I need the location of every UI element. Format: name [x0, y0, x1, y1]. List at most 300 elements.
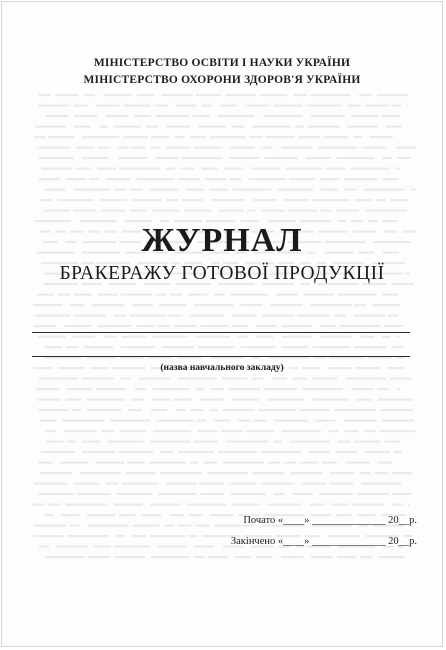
- bleed-through-stroke: [45, 556, 85, 558]
- bleed-through-stroke: [34, 136, 45, 138]
- bleed-through-stroke: [204, 462, 217, 464]
- bleed-through-stroke: [134, 115, 151, 117]
- bleed-through-stroke: [256, 325, 276, 327]
- bleed-through-stroke: [232, 315, 256, 317]
- bleed-through-stroke: [82, 378, 114, 380]
- bleed-through-stroke: [166, 147, 189, 149]
- bleed-through-stroke: [66, 346, 79, 348]
- bleed-through-stroke: [194, 546, 214, 548]
- bleed-through-stroke: [293, 94, 307, 96]
- bleed-through-stroke: [392, 493, 411, 495]
- bleed-through-stroke: [344, 420, 377, 422]
- bleed-through-stroke: [63, 430, 96, 432]
- institution-name-caption: (назва навчального закладу): [160, 363, 284, 373]
- bleed-through-stroke: [130, 315, 165, 317]
- bleed-through-stroke: [329, 430, 339, 432]
- bleed-through-stroke: [408, 504, 410, 506]
- bleed-through-stroke: [195, 336, 230, 338]
- bleed-through-stroke: [351, 168, 389, 170]
- bleed-through-stroke: [310, 504, 324, 506]
- bleed-through-stroke: [72, 336, 95, 338]
- bleed-through-stroke: [273, 105, 302, 107]
- bleed-through-stroke: [83, 136, 120, 138]
- journal-title: ЖУРНАЛ: [141, 222, 303, 259]
- bleed-through-stroke: [189, 535, 198, 537]
- bleed-through-stroke: [215, 420, 231, 422]
- bleed-through-stroke: [272, 378, 288, 380]
- bleed-through-stroke: [313, 399, 348, 401]
- bleed-through-stroke: [378, 556, 404, 558]
- bleed-through-stroke: [264, 388, 297, 390]
- bleed-through-stroke: [88, 556, 110, 558]
- bleed-through-stroke: [158, 325, 170, 327]
- bleed-through-stroke: [229, 483, 257, 485]
- bleed-through-stroke: [115, 189, 126, 191]
- bleed-through-stroke: [346, 378, 387, 380]
- bleed-through-stroke: [33, 504, 45, 506]
- bleed-through-stroke: [45, 441, 63, 443]
- bleed-through-stroke: [190, 136, 206, 138]
- institution-name-line-2: [32, 356, 410, 357]
- bleed-through-stroke: [359, 94, 371, 96]
- bleed-through-stroke: [311, 115, 344, 117]
- bleed-through-stroke: [182, 157, 223, 159]
- bleed-through-stroke: [119, 451, 153, 453]
- bleed-through-stroke: [199, 399, 223, 401]
- bleed-through-stroke: [281, 147, 312, 149]
- bleed-through-stroke: [229, 147, 255, 149]
- bleed-through-stroke: [344, 189, 357, 191]
- bleed-through-stroke: [36, 315, 71, 317]
- bleed-through-stroke: [194, 556, 204, 558]
- bleed-through-stroke: [256, 556, 273, 558]
- bleed-through-stroke: [142, 514, 161, 516]
- bleed-through-stroke: [232, 126, 244, 128]
- bleed-through-stroke: [39, 378, 78, 380]
- bleed-through-stroke: [105, 115, 128, 117]
- bleed-through-stroke: [281, 346, 308, 348]
- bleed-through-stroke: [73, 210, 97, 212]
- bleed-through-stroke: [311, 556, 333, 558]
- bleed-through-stroke: [94, 546, 111, 548]
- bleed-through-stroke: [205, 178, 226, 180]
- bleed-through-stroke: [84, 94, 95, 96]
- bleed-through-stroke: [74, 115, 97, 117]
- journal-cover-page: [1, 1, 443, 647]
- bleed-through-stroke: [360, 472, 371, 474]
- bleed-through-stroke: [194, 147, 220, 149]
- journal-subtitle: БРАКЕРАЖУ ГОТОВОЇ ПРОДУКЦІЇ: [59, 263, 385, 284]
- bleed-through-stroke: [220, 105, 236, 107]
- bleed-through-stroke: [179, 178, 201, 180]
- bleed-through-stroke: [34, 525, 66, 527]
- bleed-through-stroke: [201, 493, 225, 495]
- bleed-through-stroke: [281, 556, 303, 558]
- bleed-through-stroke: [304, 294, 334, 296]
- bleed-through-stroke: [365, 105, 388, 107]
- bleed-through-stroke: [221, 430, 243, 432]
- bleed-through-stroke: [72, 409, 80, 411]
- bleed-through-stroke: [282, 336, 312, 338]
- bleed-through-stroke: [293, 493, 313, 495]
- bleed-through-stroke: [65, 399, 81, 401]
- bleed-through-stroke: [232, 325, 248, 327]
- bleed-through-stroke: [211, 136, 246, 138]
- bleed-through-stroke: [74, 294, 91, 296]
- bleed-through-stroke: [41, 451, 75, 453]
- bleed-through-stroke: [299, 136, 321, 138]
- bleed-through-stroke: [69, 525, 79, 527]
- bleed-through-stroke: [157, 546, 186, 548]
- bleed-through-stroke: [207, 472, 247, 474]
- bleed-through-stroke: [175, 325, 197, 327]
- bleed-through-stroke: [195, 525, 210, 527]
- bleed-through-stroke: [162, 346, 194, 348]
- bleed-through-stroke: [391, 504, 403, 506]
- bleed-through-stroke: [121, 346, 155, 348]
- bleed-through-stroke: [394, 451, 402, 453]
- bleed-through-stroke: [150, 189, 178, 191]
- bleed-through-stroke: [44, 189, 65, 191]
- bleed-through-stroke: [337, 556, 356, 558]
- bleed-through-stroke: [151, 136, 169, 138]
- bleed-through-stroke: [385, 441, 400, 443]
- bleed-through-stroke: [164, 525, 174, 527]
- bleed-through-stroke: [121, 378, 131, 380]
- bleed-through-stroke: [67, 535, 108, 537]
- bleed-through-stroke: [35, 126, 66, 128]
- bleed-through-stroke: [320, 336, 351, 338]
- bleed-through-stroke: [49, 504, 61, 506]
- bleed-through-stroke: [275, 420, 309, 422]
- bleed-through-stroke: [249, 136, 263, 138]
- bleed-through-stroke: [39, 493, 74, 495]
- bleed-through-stroke: [306, 157, 331, 159]
- bleed-through-texture: [2, 2, 443, 647]
- bleed-through-stroke: [227, 441, 268, 443]
- bleed-through-stroke: [392, 346, 403, 348]
- bleed-through-stroke: [301, 483, 326, 485]
- bleed-through-stroke: [396, 336, 400, 338]
- bleed-through-stroke: [77, 493, 111, 495]
- bleed-through-stroke: [189, 315, 225, 317]
- bleed-through-stroke: [237, 336, 248, 338]
- bleed-through-stroke: [308, 126, 340, 128]
- bleed-through-stroke: [43, 210, 69, 212]
- bleed-through-stroke: [166, 168, 175, 170]
- bleed-through-stroke: [63, 420, 105, 422]
- bleed-through-stroke: [326, 168, 346, 170]
- end-date-line: Закінчено «____» ______________ 20__р.: [230, 536, 417, 547]
- bleed-through-stroke: [263, 115, 303, 117]
- bleed-through-stroke: [261, 210, 285, 212]
- ministry-health-heading: МІНІСТЕРСТВО ОХОРОНИ ЗДОРОВ'Я УКРАЇНИ: [83, 74, 361, 86]
- bleed-through-stroke: [249, 178, 286, 180]
- bleed-through-stroke: [228, 388, 260, 390]
- bleed-through-stroke: [121, 294, 152, 296]
- bleed-through-stroke: [234, 556, 251, 558]
- bleed-through-stroke: [347, 126, 378, 128]
- bleed-through-stroke: [40, 199, 52, 201]
- bleed-through-stroke: [70, 304, 85, 306]
- bleed-through-stroke: [153, 388, 189, 390]
- bleed-through-stroke: [312, 378, 338, 380]
- bleed-through-stroke: [336, 451, 357, 453]
- bleed-through-stroke: [57, 294, 70, 296]
- bleed-through-stroke: [39, 94, 51, 96]
- bleed-through-stroke: [320, 178, 340, 180]
- bleed-through-stroke: [190, 409, 203, 411]
- bleed-through-stroke: [103, 94, 131, 96]
- bleed-through-stroke: [232, 399, 260, 401]
- bleed-through-stroke: [334, 315, 347, 317]
- bleed-through-stroke: [182, 199, 203, 201]
- bleed-through-stroke: [34, 325, 57, 327]
- bleed-through-stroke: [354, 136, 362, 138]
- bleed-through-stroke: [139, 378, 170, 380]
- bleed-through-stroke: [128, 409, 142, 411]
- bleed-through-stroke: [74, 189, 109, 191]
- bleed-through-stroke: [127, 462, 144, 464]
- bleed-through-stroke: [155, 157, 178, 159]
- bleed-through-stroke: [252, 126, 291, 128]
- bleed-through-stroke: [76, 168, 91, 170]
- bleed-through-stroke: [199, 483, 223, 485]
- bleed-through-stroke: [174, 399, 191, 401]
- bleed-through-stroke: [150, 504, 180, 506]
- bleed-through-stroke: [319, 493, 352, 495]
- bleed-through-stroke: [355, 441, 380, 443]
- bleed-through-stroke: [178, 525, 191, 527]
- bleed-through-stroke: [92, 304, 124, 306]
- bleed-through-stroke: [100, 126, 108, 128]
- bleed-through-stroke: [110, 420, 150, 422]
- bleed-through-stroke: [147, 126, 158, 128]
- bleed-through-stroke: [386, 126, 402, 128]
- bleed-through-stroke: [176, 409, 186, 411]
- bleed-through-stroke: [155, 105, 168, 107]
- bleed-through-stroke: [324, 136, 348, 138]
- bleed-through-stroke: [310, 94, 350, 96]
- bleed-through-stroke: [352, 504, 384, 506]
- bleed-through-stroke: [118, 157, 148, 159]
- bleed-through-stroke: [289, 178, 315, 180]
- bleed-through-stroke: [114, 504, 143, 506]
- start-date-line: Почато «____» ______________ 20__р.: [243, 515, 417, 526]
- bleed-through-stroke: [160, 472, 202, 474]
- bleed-through-stroke: [115, 556, 145, 558]
- bleed-through-stroke: [80, 472, 121, 474]
- bleed-through-stroke: [33, 535, 64, 537]
- bleed-through-stroke: [337, 441, 350, 443]
- bleed-through-stroke: [211, 199, 245, 201]
- bleed-through-stroke: [194, 304, 233, 306]
- bleed-through-stroke: [268, 399, 305, 401]
- bleed-through-stroke: [209, 189, 228, 191]
- bleed-through-stroke: [407, 105, 408, 107]
- bleed-through-stroke: [381, 115, 400, 117]
- bleed-through-stroke: [219, 210, 244, 212]
- bleed-through-stroke: [98, 325, 132, 327]
- bleed-through-stroke: [396, 168, 400, 170]
- bleed-through-stroke: [68, 441, 76, 443]
- bleed-through-stroke: [178, 378, 217, 380]
- bleed-through-stroke: [187, 189, 204, 191]
- bleed-through-stroke: [320, 325, 335, 327]
- bleed-through-stroke: [383, 178, 399, 180]
- bleed-through-stroke: [384, 325, 403, 327]
- bleed-through-stroke: [202, 168, 218, 170]
- bleed-through-stroke: [196, 94, 221, 96]
- bleed-through-stroke: [382, 157, 392, 159]
- bleed-through-stroke: [229, 157, 259, 159]
- bleed-through-stroke: [370, 136, 393, 138]
- bleed-through-stroke: [262, 315, 293, 317]
- bleed-through-stroke: [351, 388, 374, 390]
- bleed-through-stroke: [39, 546, 49, 548]
- bleed-through-stroke: [75, 315, 106, 317]
- bleed-through-stroke: [137, 325, 155, 327]
- bleed-through-stroke: [117, 493, 152, 495]
- bleed-through-stroke: [36, 388, 60, 390]
- bleed-through-stroke: [355, 199, 371, 201]
- bleed-through-stroke: [151, 556, 189, 558]
- bleed-through-stroke: [158, 493, 196, 495]
- bleed-through-stroke: [184, 210, 212, 212]
- bleed-through-stroke: [101, 199, 127, 201]
- bleed-through-stroke: [130, 210, 146, 212]
- bleed-through-stroke: [40, 420, 57, 422]
- bleed-through-stroke: [82, 451, 115, 453]
- bleed-through-stroke: [45, 430, 56, 432]
- bleed-through-stroke: [245, 105, 269, 107]
- bleed-through-stroke: [365, 451, 390, 453]
- bleed-through-stroke: [83, 441, 100, 443]
- bleed-through-stroke: [330, 472, 354, 474]
- bleed-through-stroke: [198, 126, 226, 128]
- bleed-through-stroke: [274, 493, 285, 495]
- bleed-through-stroke: [131, 147, 145, 149]
- bleed-through-stroke: [297, 315, 330, 317]
- bleed-through-stroke: [123, 136, 148, 138]
- bleed-through-stroke: [178, 451, 213, 453]
- bleed-through-stroke: [121, 336, 146, 338]
- bleed-through-stroke: [222, 378, 248, 380]
- bleed-through-stroke: [149, 462, 186, 464]
- bleed-through-stroke: [44, 514, 53, 516]
- bleed-through-stroke: [137, 94, 155, 96]
- bleed-through-stroke: [119, 514, 136, 516]
- bleed-through-stroke: [175, 136, 185, 138]
- bleed-through-stroke: [162, 94, 192, 96]
- bleed-through-stroke: [377, 94, 408, 96]
- bleed-through-stroke: [331, 504, 348, 506]
- bleed-through-stroke: [252, 378, 263, 380]
- bleed-through-stroke: [122, 483, 157, 485]
- bleed-through-stroke: [223, 462, 264, 464]
- bleed-through-stroke: [167, 126, 191, 128]
- bleed-through-stroke: [382, 420, 414, 422]
- ministry-education-heading: МІНІСТЕРСТВО ОСВІТИ І НАУКИ УКРАЇНИ: [93, 57, 351, 69]
- bleed-through-stroke: [238, 420, 250, 422]
- bleed-through-stroke: [87, 514, 115, 516]
- bleed-through-stroke: [299, 409, 330, 411]
- bleed-through-stroke: [34, 483, 68, 485]
- bleed-through-stroke: [223, 409, 255, 411]
- bleed-through-stroke: [152, 210, 179, 212]
- bleed-through-stroke: [156, 115, 189, 117]
- bleed-through-stroke: [176, 105, 196, 107]
- bleed-through-stroke: [193, 115, 210, 117]
- bleed-through-stroke: [39, 462, 53, 464]
- bleed-through-stroke: [392, 472, 412, 474]
- bleed-through-stroke: [106, 178, 129, 180]
- bleed-through-stroke: [356, 399, 372, 401]
- bleed-through-stroke: [104, 336, 118, 338]
- bleed-through-stroke: [108, 441, 143, 443]
- bleed-through-stroke: [38, 409, 68, 411]
- bleed-through-stroke: [390, 199, 408, 201]
- bleed-through-stroke: [392, 105, 402, 107]
- bleed-through-stroke: [187, 504, 227, 506]
- bleed-through-stroke: [378, 399, 413, 401]
- bleed-through-stroke: [340, 325, 381, 327]
- bleed-through-stroke: [376, 199, 386, 201]
- bleed-through-stroke: [194, 441, 219, 443]
- bleed-through-stroke: [285, 168, 321, 170]
- bleed-through-stroke: [382, 294, 398, 296]
- bleed-through-stroke: [180, 168, 194, 170]
- bleed-through-stroke: [151, 147, 160, 149]
- bleed-through-stroke: [377, 388, 389, 390]
- bleed-through-stroke: [348, 105, 361, 107]
- bleed-through-stroke: [124, 105, 151, 107]
- bleed-through-stroke: [130, 189, 143, 191]
- bleed-through-stroke: [38, 336, 66, 338]
- bleed-through-stroke: [114, 315, 125, 317]
- bleed-through-stroke: [360, 336, 374, 338]
- bleed-through-stroke: [74, 126, 91, 128]
- bleed-through-stroke: [131, 399, 144, 401]
- bleed-through-stroke: [282, 430, 321, 432]
- bleed-through-stroke: [87, 399, 125, 401]
- bleed-through-stroke: [67, 388, 93, 390]
- bleed-through-stroke: [101, 430, 114, 432]
- bleed-through-stroke: [157, 420, 194, 422]
- bleed-through-stroke: [241, 304, 263, 306]
- bleed-through-stroke: [159, 304, 187, 306]
- bleed-through-stroke: [310, 304, 351, 306]
- bleed-through-stroke: [345, 462, 371, 464]
- bleed-through-stroke: [41, 168, 72, 170]
- bleed-through-stroke: [40, 472, 72, 474]
- bleed-through-stroke: [270, 304, 303, 306]
- bleed-through-stroke: [291, 472, 323, 474]
- bleed-through-stroke: [411, 189, 416, 191]
- bleed-through-stroke: [253, 420, 267, 422]
- bleed-through-stroke: [253, 199, 276, 201]
- bleed-through-stroke: [345, 430, 358, 432]
- bleed-through-stroke: [75, 483, 100, 485]
- bleed-through-stroke: [96, 388, 126, 390]
- bleed-through-stroke: [365, 430, 377, 432]
- bleed-through-stroke: [354, 315, 385, 317]
- bleed-through-stroke: [217, 115, 254, 117]
- bleed-through-stroke: [96, 462, 124, 464]
- bleed-through-stroke: [150, 441, 191, 443]
- bleed-through-stroke: [315, 420, 335, 422]
- bleed-through-stroke: [82, 157, 109, 159]
